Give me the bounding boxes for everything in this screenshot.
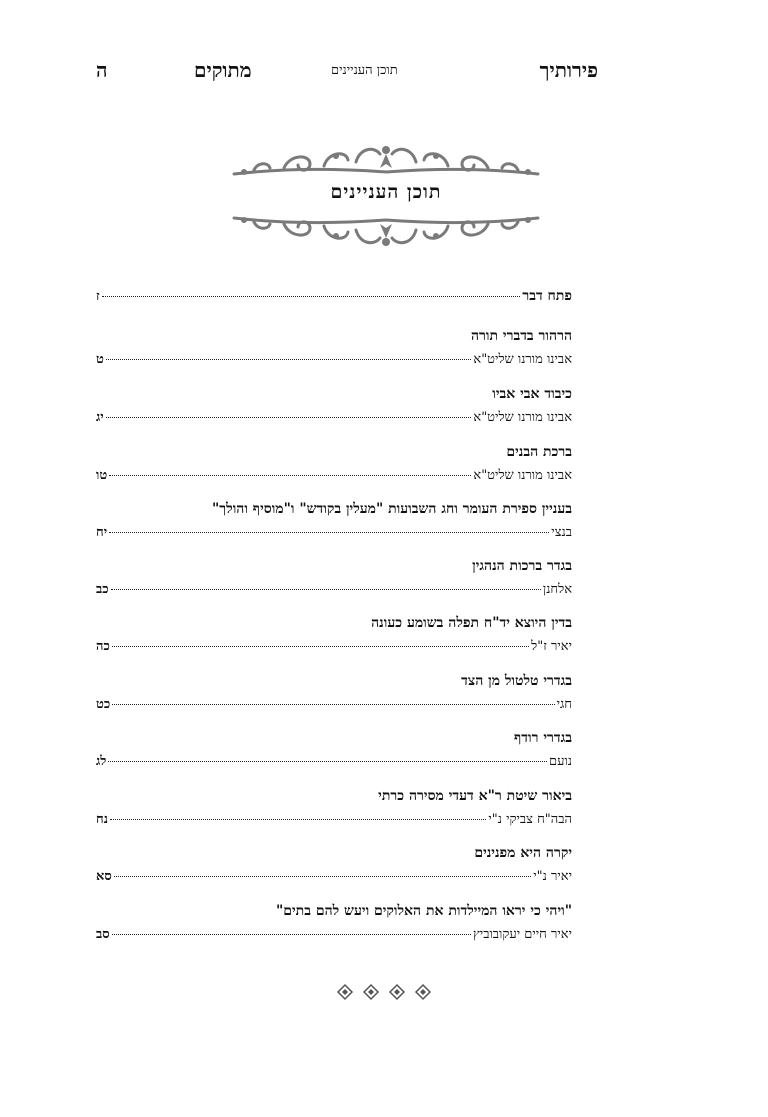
toc-title: תוכן העניינים — [330, 181, 442, 203]
toc-entry-title: בגדרי טלטול מן הצד — [461, 673, 572, 689]
toc-entry-author: אבינו מורנו שליט"א — [473, 352, 572, 367]
toc-entry-author: אבינו מורנו שליט"א — [473, 410, 572, 425]
running-header — [96, 58, 598, 84]
toc-entry-opening[interactable] — [96, 288, 572, 305]
header-book-title: פירותיך — [539, 58, 598, 82]
toc-entry-title: בגדר ברכות הנהגין — [472, 558, 572, 574]
toc-entry[interactable] — [96, 730, 572, 769]
toc-entry-page: נח — [96, 812, 108, 827]
toc-entry-title: בדין היוצא יד"ח תפלה בשומע כעונה — [371, 615, 572, 631]
toc-entry-author: יאיר ז"ל — [531, 639, 572, 654]
toc-entry-title: "ויהי כי יראו המיילדות את האלוקים ויעש להם בתים" — [275, 903, 572, 919]
toc-entry-page: סב — [96, 927, 110, 942]
dot-leader — [114, 876, 531, 877]
dot-leader — [106, 417, 472, 418]
toc-entry-author: בנצי — [551, 525, 572, 540]
toc-entry[interactable] — [96, 558, 572, 597]
toc-entry-author: יאיר נ"י — [533, 869, 572, 884]
toc-entry-author: נועם — [548, 754, 572, 769]
toc-entry-page: ט — [96, 352, 104, 367]
toc-entry-author: חגי — [556, 697, 572, 712]
dot-leader — [112, 934, 471, 935]
dot-leader — [112, 646, 529, 647]
dot-leader — [111, 589, 541, 590]
toc-entry-author: יאיר חיים יעקובוביץ — [473, 927, 572, 942]
toc-entry-title: כיבוד אבי אביו — [492, 386, 572, 402]
toc-entry-title: ביאור שיטת ר"א דעדי מסירה כרתי — [378, 788, 572, 804]
toc-entry-page: יג — [96, 410, 104, 425]
dot-leader — [102, 296, 521, 297]
header-page-number: ה — [96, 58, 108, 82]
toc-entry[interactable] — [96, 788, 572, 827]
header-section-title: תוכן העניינים — [331, 63, 398, 78]
toc-entry-page: סא — [96, 869, 112, 884]
ornament-top-flourish-icon — [224, 140, 548, 180]
dot-leader — [109, 532, 549, 533]
dot-leader — [108, 761, 547, 762]
toc-entry[interactable] — [96, 328, 572, 367]
toc-entry-page: טו — [96, 468, 108, 483]
toc-entry-title: הרהור בדברי תורה — [470, 328, 572, 344]
toc-entry-page: ז — [96, 289, 100, 304]
toc-entry-author: אלחנן — [542, 582, 572, 597]
header-book-subtitle: מתוקים — [194, 58, 252, 82]
toc-entry-title: פתח דבר — [522, 288, 572, 304]
toc-entry-page: יח — [96, 525, 108, 540]
dot-leader — [110, 819, 486, 820]
toc-entry-title: בגדרי רודף — [514, 730, 572, 746]
toc-entry[interactable] — [96, 845, 572, 884]
toc-entry[interactable] — [96, 386, 572, 425]
toc-entry[interactable] — [96, 501, 572, 540]
ornament-bottom-flourish-icon — [224, 212, 548, 252]
toc-entry-title: ברכת הבנים — [506, 444, 572, 460]
toc-entry-page: כב — [96, 582, 109, 597]
toc-entry-title: יקרה היא מפנינים — [474, 845, 572, 861]
toc-entry[interactable] — [96, 903, 572, 942]
toc-entry-page: לג — [96, 754, 107, 769]
dot-leader — [109, 475, 471, 476]
dot-leader — [106, 359, 472, 360]
toc-entry-author: אבינו מורנו שליט"א — [473, 468, 572, 483]
toc-entry[interactable] — [96, 673, 572, 712]
toc-entry-author: הבה"ח צביקי נ"י — [488, 812, 572, 827]
toc-entry-page: כה — [96, 639, 110, 654]
toc-entry-title: בעניין ספירת העומר וחג השבועות "מעלין בקודש" ו"מוסיף והולך" — [212, 501, 572, 517]
dot-leader — [112, 704, 554, 705]
toc-entry-page: כט — [96, 697, 111, 712]
toc-entry[interactable] — [96, 615, 572, 654]
toc-entry[interactable] — [96, 444, 572, 483]
diamond-divider-icon — [332, 983, 436, 1001]
